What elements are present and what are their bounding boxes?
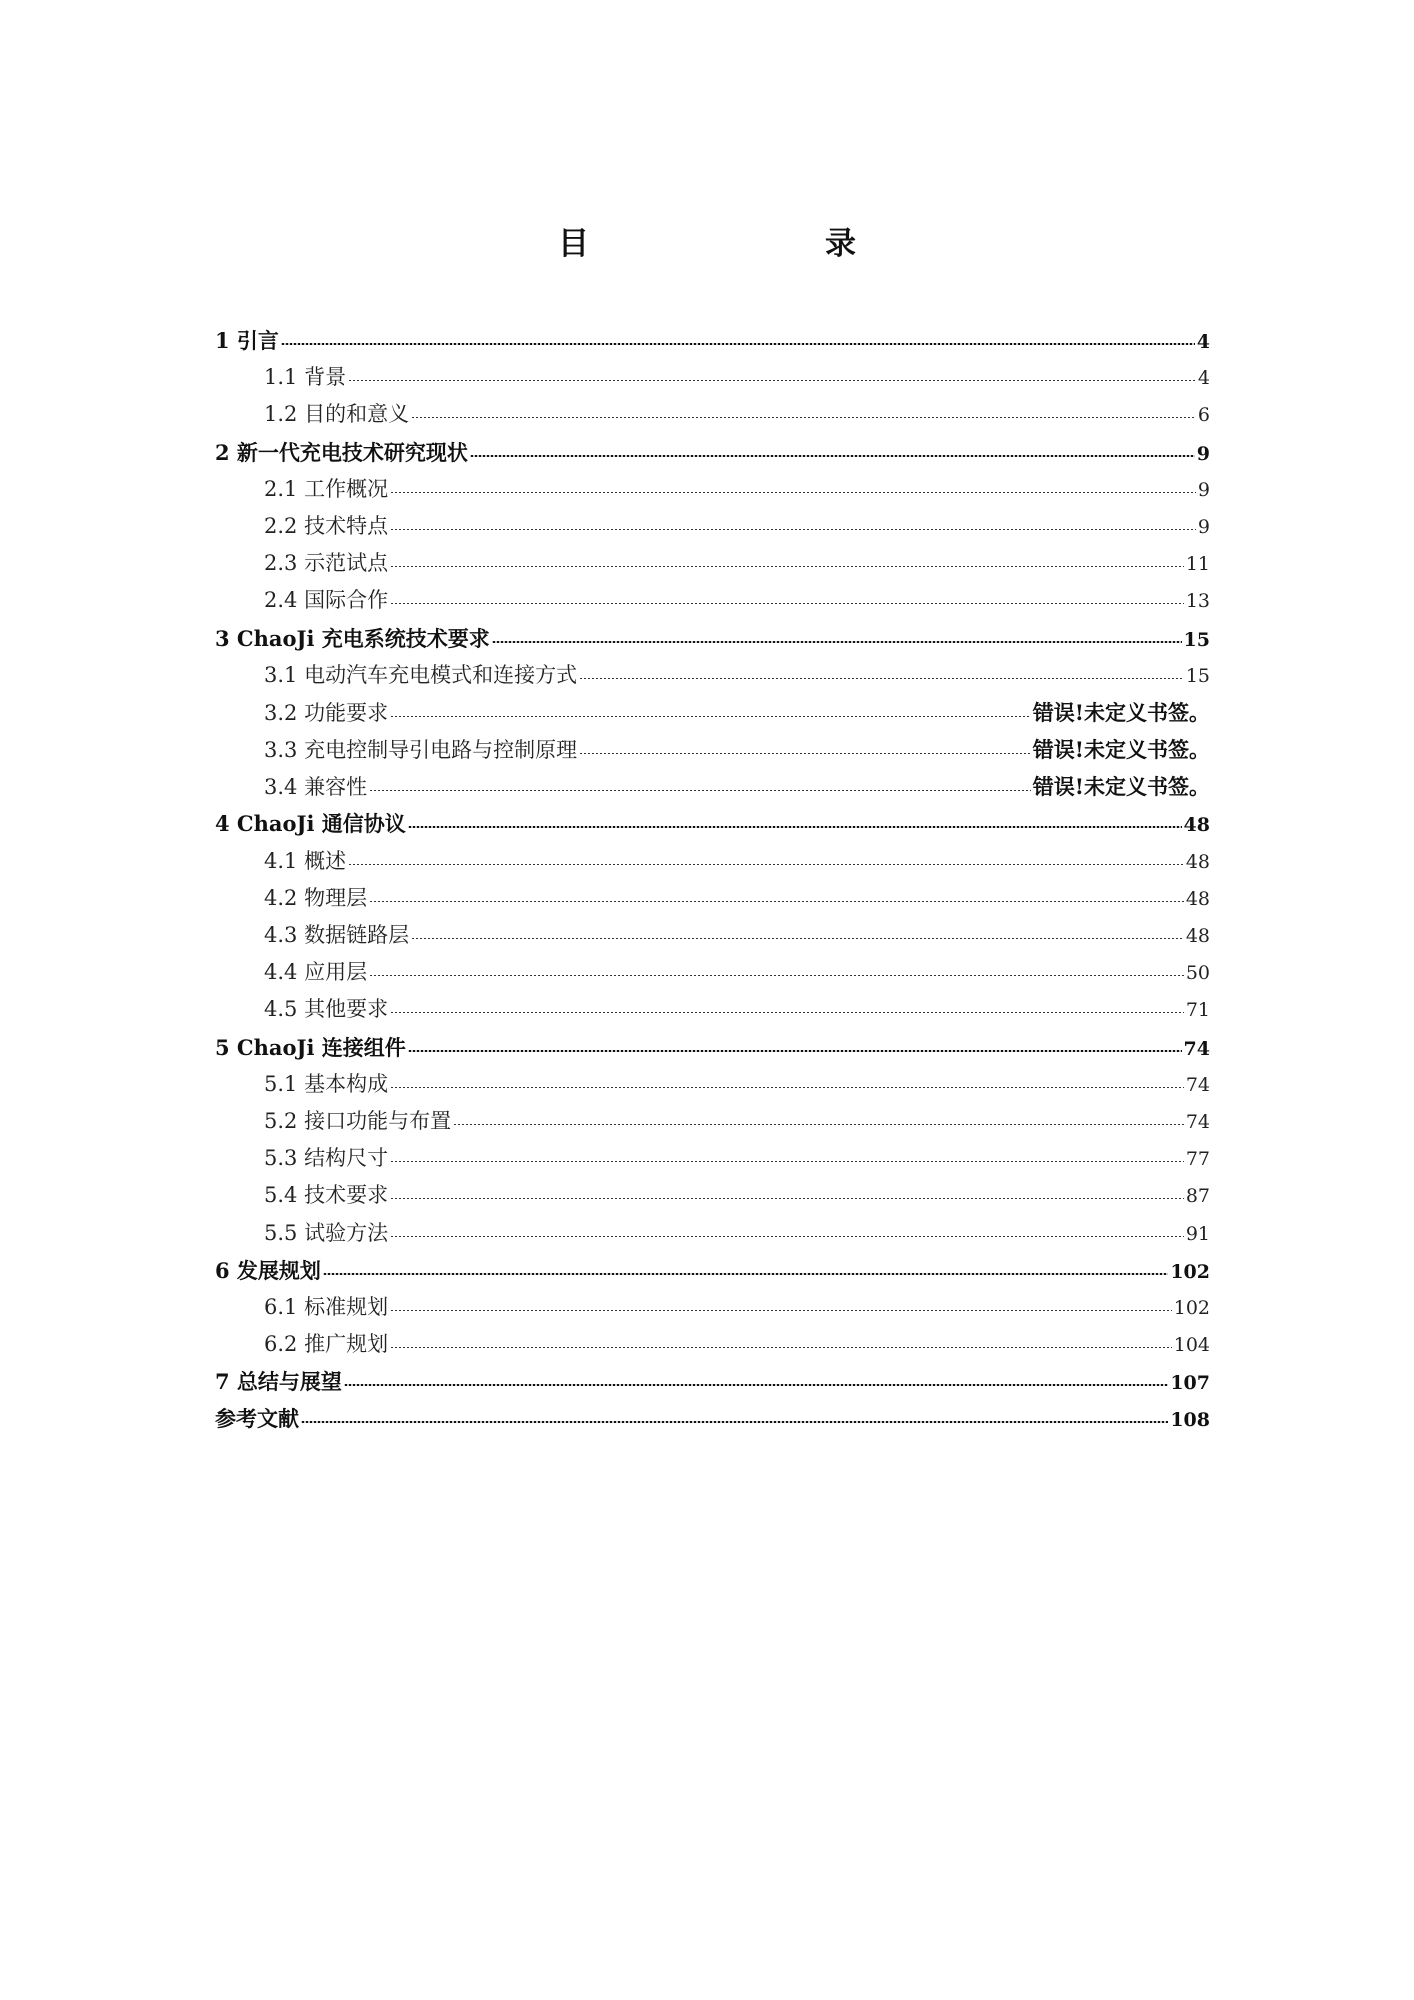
toc-page-number: 9: [1197, 478, 1210, 501]
toc-dot-leader: [390, 1347, 1172, 1348]
toc-entry-title: 参考文献: [215, 1406, 299, 1432]
toc-entry-title: 2.4 国际合作: [264, 588, 389, 613]
toc-section-entry[interactable]: [215, 954, 1210, 991]
toc-dot-leader: [579, 678, 1184, 679]
toc-section-entry[interactable]: [215, 1215, 1210, 1252]
toc-page-number: 104: [1173, 1334, 1210, 1357]
toc-dot-leader: [344, 1384, 1168, 1386]
toc-dot-leader: [369, 975, 1184, 976]
toc-entry-title: 2.2 技术特点: [264, 513, 389, 538]
toc-page-number: 71: [1185, 999, 1210, 1022]
toc-section-entry[interactable]: [215, 991, 1210, 1028]
toc-page-number: 48: [1185, 887, 1210, 910]
toc-dot-leader: [492, 641, 1182, 643]
toc-page-number: 107: [1170, 1372, 1210, 1395]
toc-entry-title: 3 ChaoJi 充电系统技术要求: [215, 625, 490, 651]
toc-dot-leader: [323, 1273, 1168, 1275]
toc-page-number: 13: [1185, 590, 1210, 613]
toc-entry-title: 3.1 电动汽车充电模式和连接方式: [264, 662, 578, 687]
toc-page-number: 6: [1197, 404, 1210, 427]
toc-section-entry[interactable]: [215, 1066, 1210, 1103]
toc-entry-title: 1 引言: [215, 328, 279, 353]
toc-dot-leader: [390, 529, 1196, 530]
toc-page-number: 102: [1173, 1296, 1210, 1319]
toc-entry-title: 4.4 应用层: [264, 960, 368, 985]
toc-section-entry[interactable]: [215, 880, 1210, 917]
toc-page-number: 74: [1183, 1037, 1210, 1060]
toc-entry-title: 3.4 兼容性: [264, 775, 368, 800]
toc-entry-title: 6 发展规划: [215, 1257, 321, 1283]
toc-page-number: 50: [1185, 962, 1210, 985]
toc-dot-leader: [390, 1087, 1184, 1088]
toc-dot-leader: [390, 1012, 1184, 1013]
toc-entry-title: 7 总结与展望: [215, 1369, 342, 1395]
toc-section-entry[interactable]: [215, 657, 1210, 694]
toc-entry-title: 4.5 其他要求: [264, 997, 389, 1022]
toc-dot-leader: [408, 826, 1182, 828]
toc-entry-title: 5.1 基本构成: [264, 1071, 389, 1096]
toc-page-number: 48: [1183, 814, 1210, 837]
toc-page-number: 4: [1196, 331, 1210, 353]
toc-page-number: 4: [1197, 367, 1210, 390]
toc-dot-leader: [390, 492, 1196, 493]
toc-entry-title: 3.2 功能要求: [264, 700, 389, 725]
toc-dot-leader: [281, 343, 1195, 345]
toc-dot-leader: [390, 1161, 1184, 1162]
toc-page-number: 48: [1185, 850, 1210, 873]
toc-page-number: 74: [1185, 1110, 1210, 1133]
toc-page-number: 91: [1185, 1222, 1210, 1245]
toc-dot-leader: [579, 753, 1031, 754]
toc-entry-title: 3.3 充电控制导引电路与控制原理: [264, 738, 578, 763]
toc-dot-leader: [408, 1050, 1182, 1052]
toc-section-entry[interactable]: [215, 471, 1210, 508]
toc-chapter-entry[interactable]: [215, 620, 1210, 657]
toc-entry-title: 5.4 技术要求: [264, 1183, 389, 1208]
toc-entry-title: 5.5 试验方法: [264, 1220, 389, 1245]
toc-section-entry[interactable]: [215, 768, 1210, 805]
toc-entry-title: 1.2 目的和意义: [264, 402, 410, 427]
toc-section-entry[interactable]: [215, 843, 1210, 880]
toc-section-entry[interactable]: [215, 1326, 1210, 1363]
toc-section-entry[interactable]: [215, 359, 1210, 396]
toc-entry-title: 5 ChaoJi 连接组件: [215, 1034, 406, 1060]
toc-chapter-entry[interactable]: [215, 1400, 1210, 1437]
table-of-contents: [215, 322, 1210, 1438]
toc-dot-leader: [411, 938, 1184, 939]
toc-entry-title: 2 新一代充电技术研究现状: [215, 439, 468, 465]
toc-page-number: 15: [1185, 664, 1210, 687]
toc-dot-leader: [369, 790, 1031, 791]
toc-page-number: 15: [1183, 628, 1210, 651]
toc-page-number: 108: [1170, 1409, 1210, 1432]
toc-chapter-entry[interactable]: [215, 1363, 1210, 1400]
toc-entry-title: 2.1 工作概况: [264, 476, 389, 501]
page-title: 目 录: [558, 226, 914, 262]
toc-entry-title: 4.2 物理层: [264, 885, 368, 910]
toc-section-entry[interactable]: [215, 1177, 1210, 1214]
toc-entry-title: 2.3 示范试点: [264, 551, 389, 576]
toc-dot-leader: [369, 901, 1184, 902]
toc-bookmark-error: 错误!未定义书签。: [1032, 699, 1210, 725]
toc-dot-leader: [390, 566, 1184, 567]
toc-dot-leader: [411, 417, 1196, 418]
toc-dot-leader: [348, 864, 1184, 865]
toc-entry-title: 4.3 数据链路层: [264, 923, 410, 947]
toc-dot-leader: [390, 716, 1031, 717]
toc-dot-leader: [390, 1310, 1172, 1311]
toc-section-entry[interactable]: [215, 582, 1210, 619]
toc-page-number: 9: [1196, 442, 1210, 465]
toc-section-entry[interactable]: [215, 694, 1210, 731]
toc-entry-title: 5.3 结构尺寸: [264, 1146, 389, 1171]
toc-entry-title: 5.2 接口功能与布置: [264, 1108, 452, 1133]
toc-dot-leader: [390, 603, 1184, 604]
toc-entry-title: 4 ChaoJi 通信协议: [215, 811, 406, 837]
toc-dot-leader: [390, 1236, 1184, 1237]
toc-section-entry[interactable]: [215, 508, 1210, 545]
toc-section-entry[interactable]: [215, 396, 1210, 433]
toc-page-number: 77: [1185, 1148, 1210, 1171]
toc-section-entry[interactable]: [215, 1289, 1210, 1326]
toc-page-number: 102: [1170, 1260, 1210, 1283]
toc-page-number: 74: [1185, 1073, 1210, 1096]
toc-page-number: 9: [1197, 515, 1210, 538]
toc-section-entry[interactable]: [215, 1140, 1210, 1177]
toc-dot-leader: [348, 380, 1196, 381]
toc-chapter-entry[interactable]: [215, 322, 1210, 359]
toc-dot-leader: [453, 1124, 1184, 1125]
toc-entry-title: 1.1 背景: [264, 365, 347, 390]
toc-chapter-entry[interactable]: [215, 1029, 1210, 1066]
toc-page-number: 87: [1185, 1185, 1210, 1208]
toc-section-entry[interactable]: [215, 917, 1210, 954]
toc-section-entry[interactable]: [215, 1103, 1210, 1140]
toc-section-entry[interactable]: [215, 731, 1210, 768]
toc-dot-leader: [390, 1198, 1184, 1199]
toc-bookmark-error: 错误!未定义书签。: [1032, 774, 1210, 800]
toc-dot-leader: [301, 1421, 1168, 1423]
toc-page-number: 11: [1185, 553, 1210, 576]
toc-chapter-entry[interactable]: [215, 434, 1210, 471]
toc-page-number: 48: [1185, 925, 1210, 947]
toc-entry-title: 4.1 概述: [264, 848, 347, 873]
toc-section-entry[interactable]: [215, 545, 1210, 582]
toc-bookmark-error: 错误!未定义书签。: [1032, 737, 1210, 763]
toc-entry-title: 6.2 推广规划: [264, 1332, 389, 1357]
toc-chapter-entry[interactable]: [215, 1252, 1210, 1289]
toc-entry-title: 6.1 标准规划: [264, 1294, 389, 1319]
toc-dot-leader: [470, 455, 1195, 457]
toc-chapter-entry[interactable]: [215, 805, 1210, 842]
